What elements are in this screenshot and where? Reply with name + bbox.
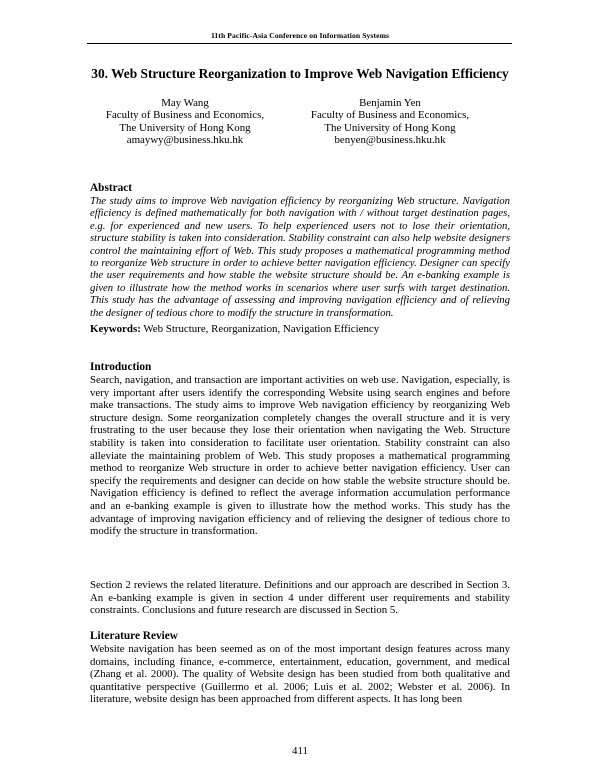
author-institution: The University of Hong Kong [119, 121, 251, 134]
keywords-text: Web Structure, Reorganization, Navigation Efficiency [140, 323, 380, 335]
introduction-heading: Introduction [90, 361, 152, 373]
header-rule [87, 43, 512, 44]
author-block-2 [290, 97, 490, 146]
introduction-paragraph-1: Search, navigation, and transaction are important activities on web use. Navigation, especially, is very important after users identify the corresponding Website using search engines and before make transactions. The study aims to improve Web navigation efficiency by reorganizing Web structure design. Some reorganization completely changes the overall structure and it is very frustrating to the user because they lose their orientation when navigating the Web. Structure stability is taken into consideration to facilitate user orientation. Stability constraint can also alleviate the maintaining problem of Web. This study proposes a mathematical programming method to reorganize Web structure in order to achieve better navigation efficiency. User can specify the requirements and designer can decide on how stable the website structure should be. Navigation efficiency is defined to reflect the average information accumulation performance and an e-banking example is given to illustrate how the method works. This study has the advantage of improving navigation efficiency and of relieving the designer of tedious chore to modify the structure in transformation. [90, 374, 510, 538]
introduction-paragraph-2: Section 2 reviews the related literature. Definitions and our approach are described in Section 3. An e-banking example is given in section 4 under different user requirements and stability constraints. Conclusions and future research are discussed in Section 5. [90, 579, 510, 617]
paper-title: 30. Web Structure Reorganization to Improve Web Navigation Efficiency [91, 66, 509, 81]
page-number: 411 [292, 745, 308, 757]
author-affiliation: Faculty of Business and Economics, [105, 109, 265, 122]
literature-review-heading: Literature Review [90, 630, 178, 642]
author-name: May Wang [161, 97, 209, 109]
keywords-label: Keywords: [90, 323, 141, 335]
abstract-text: The study aims to improve Web navigation efficiency by reorganizing Web structure. Navigation efficiency is defined mathematically for both navigation with / without target destination pages, e.g. for experienced and new users. To help experienced users not to lose their orientation, structure stability is taken into consideration. Stability constraint can also help website designers control the maintaining effort of Web. This study proposes a mathematical programming method to reorganize Web structure in order to achieve better navigation efficiency. Designer can specify the user requirements and how stable the website structure should be. An e-banking example is given to illustrate how the method works in scenarios where user surfs with target destination. This study has the advantage of assessing and improving navigation efficiency and of relieving the designer of tedious chore to modify the structure in transformation. [90, 195, 510, 319]
author-block-1 [85, 97, 285, 146]
literature-review-paragraph-1: Website navigation has been seemed as on of the most important design features across many domains, including finance, e-commerce, entertainment, education, government, and medical (Zhang et al. 2000). The quality of Website design has been studied from both qualitative and quantitative perspective (Guillermo et al. 2006; Luis et al. 2002; Webster et al. 2006). In literature, website design has been approached from different aspects. It has long been [90, 643, 510, 706]
author-institution: The University of Hong Kong [324, 121, 456, 134]
keywords-line [90, 323, 379, 335]
author-name: Benjamin Yen [359, 97, 421, 109]
author-affiliation: Faculty of Business and Economics, [310, 109, 470, 122]
author-email: benyen@business.hku.hk [334, 133, 446, 146]
abstract-heading: Abstract [90, 182, 133, 194]
running-header: 11th Pacific-Asia Conference on Information Systems [210, 31, 390, 40]
author-email: amaywy@business.hku.hk [126, 133, 244, 146]
